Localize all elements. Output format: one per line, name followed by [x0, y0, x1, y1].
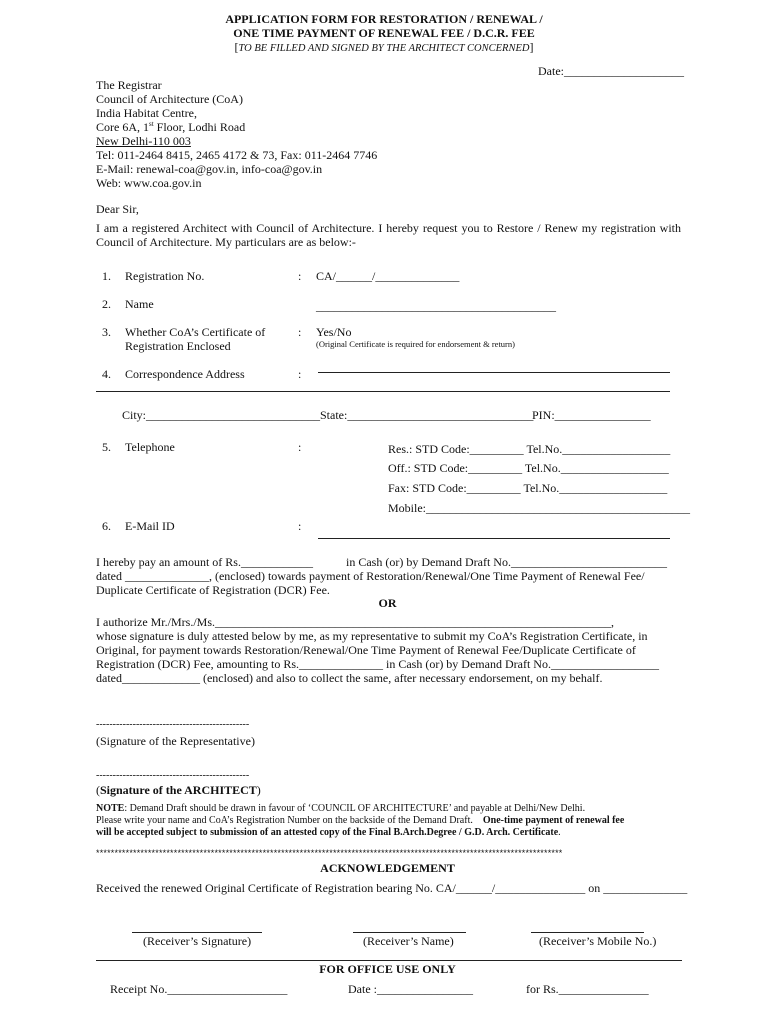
authorize-line: Registration (DCR) Fee, amounting to Rs.______________ in Cash (or) by Demand Draft No.__________________ [96, 657, 659, 671]
field-label-address: Correspondence Address [125, 367, 245, 381]
receiver-signature-line[interactable] [132, 932, 262, 933]
form-subtitle: [TO BE FILLED AND SIGNED BY THE ARCHITECT CONCERNED] [234, 40, 534, 54]
acknowledgement-text: Received the renewed Original Certificate of Registration bearing No. CA/______/_______________ on ______________ [96, 881, 688, 895]
receiver-signature-label: (Receiver’s Signature) [143, 934, 252, 948]
field-label-email: E-Mail ID [125, 519, 175, 533]
or-separator: OR [378, 596, 397, 610]
fax-field[interactable]: Fax: STD Code:_________ Tel.No.__________________ [388, 481, 668, 495]
address-line-field[interactable] [318, 372, 670, 373]
representative-signature-label: (Signature of the Representative) [96, 734, 255, 748]
field-colon: : [298, 325, 302, 339]
authorize-line: dated_____________ (enclosed) and also to collect the same, after necessary endorsement, on my behalf. [96, 671, 603, 685]
certificate-note: (Original Certificate is required for endorsement & return) [316, 339, 515, 349]
note-line: NOTE: Demand Draft should be drawn in favour of ‘COUNCIL OF ARCHITECTURE’ and payable at Delhi/New Delhi. [96, 803, 586, 814]
address-line-field[interactable] [96, 391, 670, 392]
receiver-mobile-line[interactable] [531, 932, 644, 933]
intro-paragraph: I am a registered Architect with Council of Architecture. I hereby request you to Restore / Renew my registration with Council of Architecture. My particulars are as below:- [96, 221, 681, 249]
name-field[interactable]: ________________________________________ [316, 299, 556, 313]
authorize-line: whose signature is duly attested below by me, as my representative to submit my CoA’s Registration Certificate, in [96, 629, 648, 643]
date-field[interactable]: Date:____________________ [538, 64, 684, 78]
address-phone: Tel: 011-2464 8415, 2465 4172 & 73, Fax: 011-2464 7746 [96, 148, 378, 162]
field-number: 6. [102, 519, 111, 533]
address-line: Council of Architecture (CoA) [96, 92, 243, 106]
office-use-title: FOR OFFICE USE ONLY [319, 962, 456, 976]
field-label-telephone: Telephone [125, 440, 175, 454]
note-line: will be accepted subject to submission of an attested copy of the Final B.Arch.Degree / G.D. Arch. Certificate. [96, 827, 561, 838]
address-email: E-Mail: renewal-coa@gov.in, info-coa@gov.in [96, 162, 323, 176]
address-line: Core 6A, 1st Floor, Lodhi Road [96, 120, 246, 134]
field-colon: : [298, 367, 302, 381]
state-field[interactable]: State:_______________________________ [320, 408, 534, 422]
certificate-enclosed-field[interactable]: Yes/No [316, 325, 352, 339]
payment-line: I hereby pay an amount of Rs.____________ [96, 555, 313, 569]
email-field[interactable] [318, 538, 670, 539]
receipt-no-field[interactable]: Receipt No.____________________ [110, 982, 288, 996]
payment-line: in Cash (or) by Demand Draft No.__________________________ [346, 555, 667, 569]
field-colon: : [298, 440, 302, 454]
office-date-field[interactable]: Date :________________ [348, 982, 473, 996]
mobile-field[interactable]: Mobile:____________________________________________ [388, 501, 690, 515]
signature-line[interactable]: ---------------------------------------------- [96, 719, 250, 730]
field-label-certificate: Whether CoA’s Certificate of [125, 325, 266, 339]
payment-line: dated ______________, (enclosed) towards payment of Restoration/Renewal/One Time Payment of Renewal Fee/ [96, 569, 645, 583]
field-number: 3. [102, 325, 111, 339]
separator-stars: ****************************************************************************************************************************** [96, 848, 563, 858]
office-phone-field[interactable]: Off.: STD Code:_________ Tel.No.__________________ [388, 461, 669, 475]
receiver-name-label: (Receiver’s Name) [363, 934, 454, 948]
architect-signature-label: (Signature of the ARCHITECT) [96, 783, 261, 797]
address-web: Web: www.coa.gov.in [96, 176, 202, 190]
residence-phone-field[interactable]: Res.: STD Code:_________ Tel.No.__________________ [388, 442, 671, 456]
address-line: New Delhi-110 003 [96, 134, 191, 148]
acknowledgement-title: ACKNOWLEDGEMENT [320, 861, 455, 875]
authorize-line: Original, for payment towards Restoration/Renewal/One Time Payment of Renewal Fee/Duplicate Certificate of [96, 643, 636, 657]
payment-line: Duplicate Certificate of Registration (DCR) Fee. [96, 583, 330, 597]
pin-field[interactable]: PIN:________________ [532, 408, 651, 422]
amount-field[interactable]: for Rs._______________ [526, 982, 649, 996]
address-line: India Habitat Centre, [96, 106, 197, 120]
field-label-certificate: Registration Enclosed [125, 339, 231, 353]
form-title-line1: APPLICATION FORM FOR RESTORATION / RENEWAL / [225, 12, 543, 26]
authorize-line: I authorize Mr./Mrs./Ms.__________________________________________________________________, [96, 615, 614, 629]
note-line: Please write your name and CoA’s Registration Number on the backside of the Demand Draft. One-time payment of renewal fee [96, 815, 625, 826]
form-title-line2: ONE TIME PAYMENT OF RENEWAL FEE / D.C.R. FEE [233, 26, 535, 40]
registration-no-field[interactable]: CA/______/______________ [316, 269, 460, 283]
signature-line[interactable]: ---------------------------------------------- [96, 770, 250, 781]
field-number: 1. [102, 269, 111, 283]
salutation: Dear Sir, [96, 202, 139, 216]
field-colon: : [298, 519, 302, 533]
address-line: The Registrar [96, 78, 162, 92]
receiver-name-line[interactable] [353, 932, 466, 933]
city-field[interactable]: City:_____________________________ [122, 408, 321, 422]
field-colon: : [298, 269, 302, 283]
field-label-registration: Registration No. [125, 269, 205, 283]
office-divider [96, 960, 682, 961]
field-number: 5. [102, 440, 111, 454]
field-label-name: Name [125, 297, 154, 311]
receiver-mobile-label: (Receiver’s Mobile No.) [539, 934, 657, 948]
field-number: 4. [102, 367, 111, 381]
field-number: 2. [102, 297, 111, 311]
